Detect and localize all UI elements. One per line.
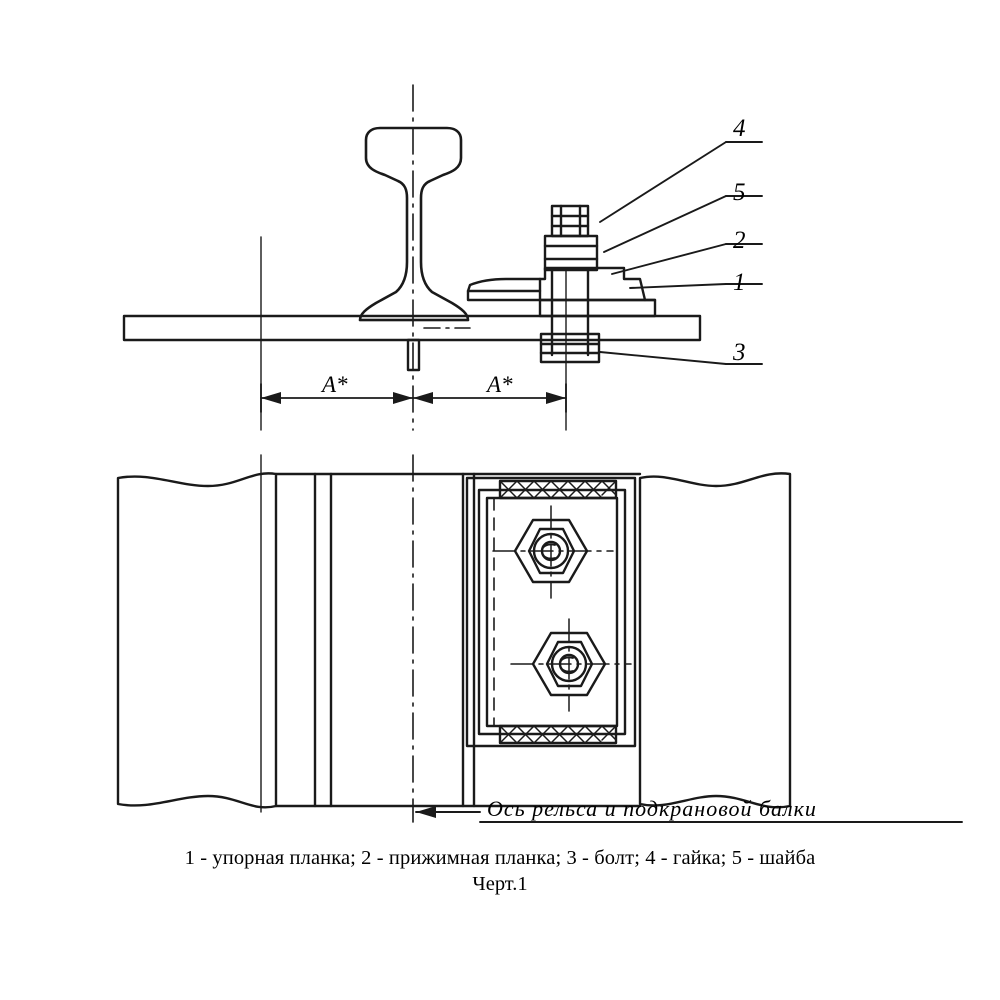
leader-label-3: 3 xyxy=(733,339,746,366)
leader-label-1: 1 xyxy=(733,269,746,296)
leader-label-5: 5 xyxy=(733,179,746,206)
leader-label-4: 4 xyxy=(733,115,746,142)
rail-profile xyxy=(360,128,468,320)
dimension-label-left: A* xyxy=(322,372,348,397)
rail-plan-lines xyxy=(315,474,474,806)
dimension-label-right: A* xyxy=(487,372,513,397)
figure-number-text: Черт.1 xyxy=(472,873,528,895)
bolt-lower-nut-3 xyxy=(541,334,599,362)
stop-plate-1 xyxy=(540,279,655,316)
bolt-shank-3 xyxy=(552,270,588,355)
nut-washer-stack xyxy=(545,206,597,270)
axis-note-text: Ось рельса и подкрановой балки xyxy=(487,796,817,821)
leader-label-2: 2 xyxy=(733,227,746,254)
figure-legend-text: 1 - упорная планка; 2 - прижимная планка; 3 - болт; 4 - гайка; 5 - шайба xyxy=(184,847,816,869)
figure-caption xyxy=(0,845,1000,897)
beam-plan-outline xyxy=(118,473,790,807)
